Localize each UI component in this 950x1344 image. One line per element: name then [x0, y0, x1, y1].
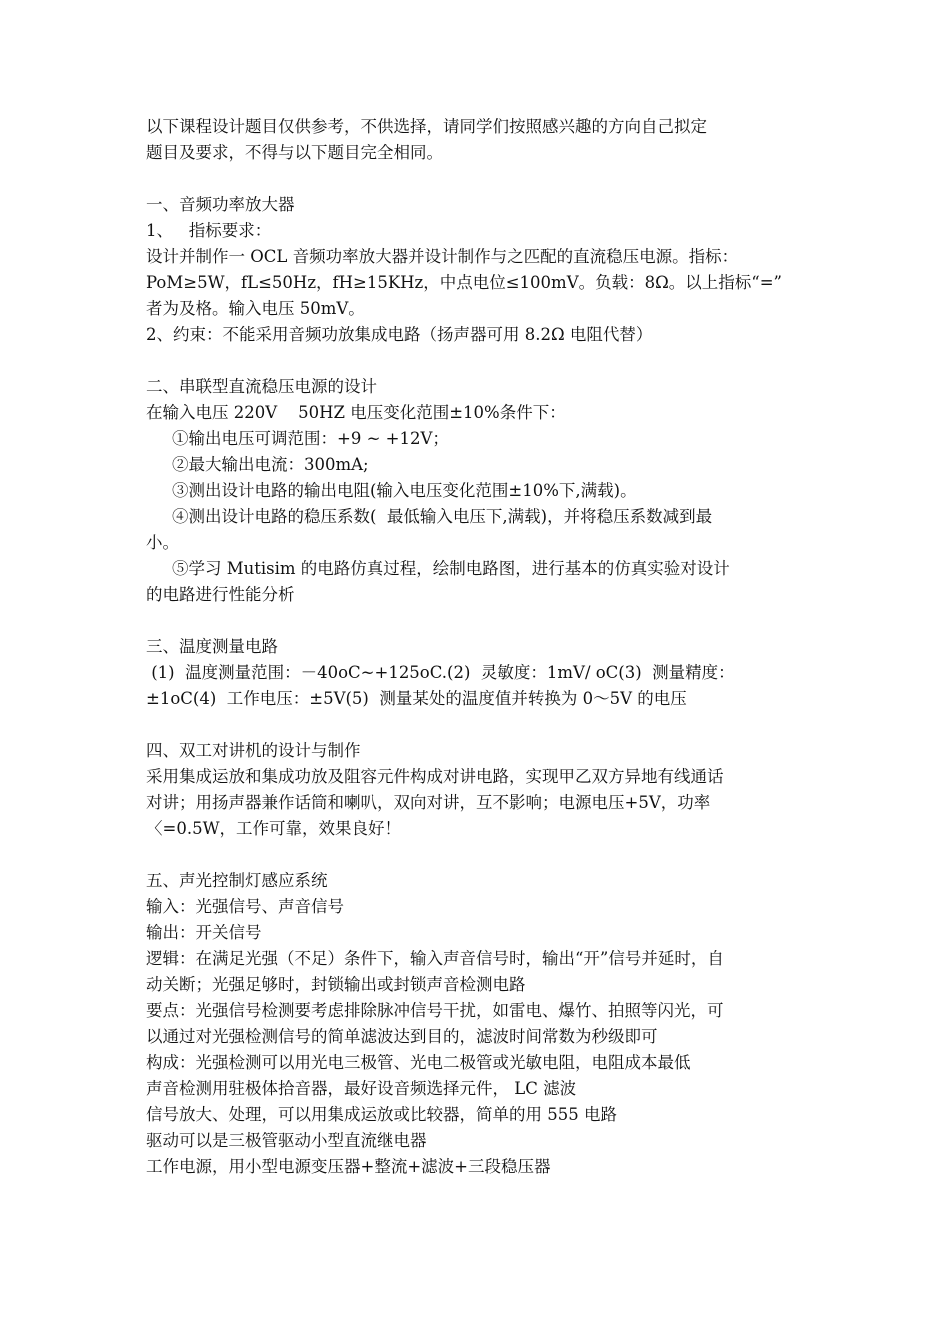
list-item-continuation: 的电路进行性能分析	[146, 585, 295, 604]
body-line: 构成：光强检测可以用光电三极管、光电二极管或光敏电阻，电阻成本最低	[146, 1053, 691, 1072]
section-title: 二、串联型直流稳压电源的设计	[146, 377, 377, 396]
list-item: ⑤学习 Mutisim 的电路仿真过程，绘制电路图，进行基本的仿真实验对设计	[172, 559, 730, 578]
section-title: 四、双工对讲机的设计与制作	[146, 741, 361, 760]
list-item: ②最大输出电流：300mA;	[172, 455, 369, 474]
body-line: 信号放大、处理，可以用集成运放或比较器，简单的用 555 电路	[146, 1105, 617, 1124]
list-item-continuation: 小。	[146, 533, 179, 552]
body-line: ±1oC(4) 工作电压：±5V(5) 测量某处的温度值并转换为 0～5V 的电压	[146, 689, 687, 708]
spacer	[146, 608, 812, 634]
body-line: 逻辑：在满足光强（不足）条件下，输入声音信号时，输出“开”信号并延时，自	[146, 949, 724, 968]
body-line: 在输入电压 220V 50HZ 电压变化范围±10%条件下：	[146, 403, 566, 422]
document-page	[146, 114, 812, 1180]
section-title: 五、声光控制灯感应系统	[146, 871, 328, 890]
subsection-heading: 1、 指标要求：	[146, 221, 272, 240]
body-line: 要点：光强信号检测要考虑排除脉冲信号干扰，如雷电、爆竹、拍照等闪光，可	[146, 1001, 724, 1020]
body-line: 以通过对光强检测信号的简单滤波达到目的，滤波时间常数为秒级即可	[146, 1027, 658, 1046]
list-item: ④测出设计电路的稳压系数( 最低输入电压下,满载)，并将稳压系数减到最	[172, 507, 713, 526]
body-line: 驱动可以是三极管驱动小型直流继电器	[146, 1131, 427, 1150]
body-line: (1) 温度测量范围：－40oC~+125oC.(2) 灵敏度：1mV/ oC(3) 测量精度：	[146, 663, 735, 682]
list-item: ③测出设计电路的输出电阻(输入电压变化范围±10%下,满载)。	[172, 481, 637, 500]
section-title: 三、温度测量电路	[146, 637, 278, 656]
section-title: 一、音频功率放大器	[146, 195, 295, 214]
body-line: 输出：开关信号	[146, 923, 262, 942]
body-line: PoM≥5W，fL≤50Hz，fH≥15KHz，中点电位≤100mV。负载：8Ω。以上指标“=”	[146, 273, 782, 292]
intro-line: 题目及要求，不得与以下题目完全相同。	[146, 143, 443, 162]
spacer	[146, 166, 812, 192]
body-line: 声音检测用驻极体拾音器，最好设音频选择元件， LC 滤波	[146, 1079, 577, 1098]
body-line: 者为及格。输入电压 50mV。	[146, 299, 365, 318]
body-line: 对讲；用扬声器兼作话筒和喇叭，双向对讲，互不影响；电源电压+5V，功率	[146, 793, 711, 812]
spacer	[146, 712, 812, 738]
intro-line: 以下课程设计题目仅供参考，不供选择，请同学们按照感兴趣的方向自己拟定	[146, 117, 707, 136]
spacer	[146, 842, 812, 868]
subsection-heading: 2、约束：不能采用音频功放集成电路（扬声器可用 8.2Ω 电阻代替）	[146, 325, 653, 344]
list-item: ①输出电压可调范围：+9 ~ +12V；	[172, 429, 449, 448]
spacer	[146, 348, 812, 374]
body-line: 动关断；光强足够时，封锁输出或封锁声音检测电路	[146, 975, 526, 994]
body-line: 〈=0.5W，工作可靠，效果良好！	[146, 819, 402, 838]
body-line: 采用集成运放和集成功放及阻容元件构成对讲电路，实现甲乙双方异地有线通话	[146, 767, 724, 786]
body-line: 输入：光强信号、声音信号	[146, 897, 344, 916]
body-line: 设计并制作一 OCL 音频功率放大器并设计制作与之匹配的直流稳压电源。指标：	[146, 247, 739, 266]
body-line: 工作电源，用小型电源变压器+整流+滤波+三段稳压器	[146, 1157, 551, 1176]
